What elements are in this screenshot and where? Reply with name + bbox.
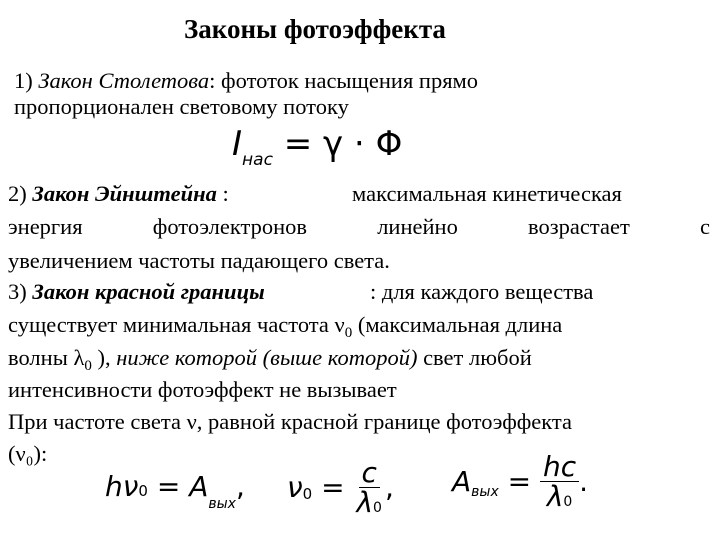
f3-period: . xyxy=(579,465,589,499)
law3-line3-c: свет любой xyxy=(417,345,532,370)
formula-einstein xyxy=(105,470,245,512)
law3-line3-a: волны xyxy=(8,345,74,370)
law2-word: линейно xyxy=(377,214,458,239)
law2-line3: увеличением частоты падающего света. xyxy=(8,248,390,273)
f2-lhs: ν xyxy=(287,471,303,505)
nu-sub: 0 xyxy=(344,325,353,341)
law3-line3 xyxy=(8,345,532,374)
law2-line1a xyxy=(8,183,229,206)
law3-line3-b: ), xyxy=(91,345,117,370)
f2-denominator xyxy=(353,486,385,520)
f1-sub: вых xyxy=(208,496,236,512)
page-title: Законы фотоэффекта xyxy=(184,14,446,44)
f3-lambda: λ xyxy=(546,480,564,514)
f2-eq: = xyxy=(312,471,354,505)
formula1-sub: нас xyxy=(242,150,273,170)
law3-name: Закон красной границы xyxy=(32,279,265,304)
f3-lhs: A xyxy=(452,465,472,499)
law3-line1a xyxy=(8,281,265,304)
law3-line3-italic: ниже которой (выше которой) xyxy=(116,345,418,370)
f2-den-sub: 0 xyxy=(373,500,382,517)
law2-word: фотоэлектронов xyxy=(152,214,307,239)
f2-lambda: λ xyxy=(356,486,374,520)
f1-comma: , xyxy=(235,470,245,503)
formula-stoletov xyxy=(232,124,403,170)
f3-sub: вых xyxy=(471,483,499,500)
law3-line1b: : для каждого вещества xyxy=(370,279,594,304)
f2-numerator: c xyxy=(359,458,380,488)
law3-line2-a: существует минимальная частота xyxy=(8,312,335,337)
law3-label: 3) xyxy=(8,279,33,304)
f1-eq: = A xyxy=(147,470,209,503)
f1-sub0: 0 xyxy=(138,482,148,500)
law1-name: Закон Столетова xyxy=(38,68,210,93)
formula-red-limit-freq xyxy=(287,458,394,518)
nu-symbol: ν xyxy=(334,312,345,337)
para-line1: При частоте света ν, равной красной границе фотоэффекта xyxy=(8,409,572,434)
formula1-rhs: = γ ⋅ Φ xyxy=(283,124,403,164)
law2-colon: : xyxy=(216,181,229,206)
law2-label: 2) xyxy=(8,181,33,206)
law2-word: с xyxy=(699,214,710,239)
law2-word: энергия xyxy=(8,214,83,239)
law2-line2 xyxy=(8,216,710,239)
law3-line2-b: (максимальная длина xyxy=(352,312,563,337)
f2-fraction xyxy=(353,458,385,518)
law2-word: возрастает xyxy=(528,214,630,239)
lambda-symbol: λ xyxy=(73,345,85,370)
law1-label: 1) xyxy=(14,68,39,93)
f2-sub0: 0 xyxy=(302,484,313,503)
f2-comma: , xyxy=(384,471,394,505)
f3-fraction xyxy=(540,452,579,512)
formula1-I: I xyxy=(232,124,243,164)
law3-line2 xyxy=(8,312,563,341)
f3-denominator xyxy=(544,480,576,514)
f3-eq: = xyxy=(498,465,541,499)
formula-work-function xyxy=(452,452,588,512)
f3-numerator: hc xyxy=(540,452,579,482)
lambda-sub: 0 xyxy=(84,358,92,374)
law1-line2: пропорционален световому потоку xyxy=(14,94,349,119)
law1-line1 xyxy=(14,70,478,93)
law1-text: : фототок насыщения прямо xyxy=(209,68,479,93)
para-line2: (ν₀): xyxy=(8,441,48,466)
law2-line1b: максимальная кинетическая xyxy=(352,181,622,206)
law3-line4: интенсивности фотоэффект не вызывает xyxy=(8,377,397,402)
f3-den-sub: 0 xyxy=(563,494,573,511)
law2-name: Закон Эйнштейна xyxy=(32,181,217,206)
f1-lhs: hν xyxy=(105,470,139,503)
